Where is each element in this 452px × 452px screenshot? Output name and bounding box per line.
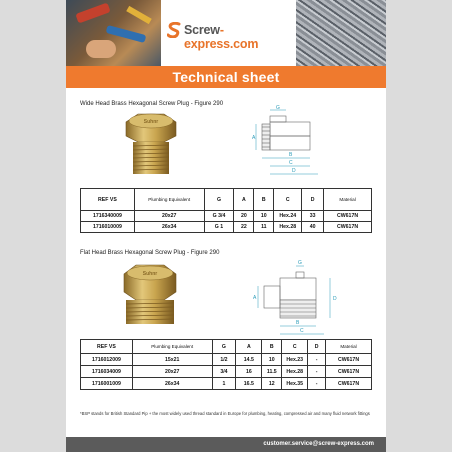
svg-text:G: G — [276, 105, 280, 111]
table-header-row: REF VS Plumbing Equivalent G A B C D Material — [81, 189, 372, 211]
svg-text:D: D — [333, 296, 337, 302]
svg-text:B: B — [296, 320, 300, 326]
workshop-photo — [66, 0, 161, 66]
svg-text:G: G — [298, 260, 302, 266]
header — [66, 0, 386, 66]
svg-text:B: B — [289, 152, 293, 158]
title-banner — [66, 66, 386, 88]
sheet-title: Technical sheet — [172, 69, 280, 85]
svg-text:C: C — [300, 328, 304, 334]
product2-spec-table — [80, 339, 372, 390]
footer-bar — [66, 437, 386, 452]
product1-spec-table — [80, 188, 372, 233]
footnote: *BSP stands for British Standard Pip + the most widely used thread standard in Europe for plumbing, heating, compressed air and many fluid network fittings — [80, 411, 370, 416]
table-row: 1716340009 20x27 G 3/4 20 10 Hex.24 33 CW617N — [81, 211, 372, 222]
table-row: 1716001009 26x34 1 16.5 12 Hex.35 - CW617N — [81, 378, 372, 390]
screw-logo-icon — [167, 22, 181, 38]
svg-text:D: D — [292, 168, 296, 174]
table-row: 1716012009 15x21 1/2 14.5 10 Hex.23 - CW617N — [81, 354, 372, 366]
product1-title: Wide Head Brass Hexagonal Screw Plug - Figure 290 — [80, 101, 224, 107]
table-row: 1716034009 20x27 3/4 16 11.5 Hex.28 - CW617N — [81, 366, 372, 378]
svg-text:A: A — [253, 295, 257, 301]
technical-sheet-page — [66, 0, 386, 452]
wide-head-plug-drawing — [234, 104, 354, 182]
product2-title: Flat Head Brass Hexagonal Screw Plug - Figure 290 — [80, 250, 220, 256]
svg-text:Suhnr: Suhnr — [143, 119, 159, 125]
table-row: 1716010009 26x34 G 1 22 11 Hex.28 40 CW617N — [81, 222, 372, 233]
brand-logo — [161, 0, 296, 66]
wide-head-plug-image — [120, 112, 182, 178]
brand-name: Screw-express.com — [184, 23, 259, 51]
flat-head-plug-drawing — [234, 256, 354, 340]
screws-photo — [296, 0, 386, 66]
table-header-row: REF VS Plumbing Equivalent G A B C D Material — [81, 340, 372, 354]
contact-email-link[interactable]: customer.service@screw-express.com — [263, 441, 374, 447]
flat-head-plug-image — [116, 262, 184, 326]
svg-text:Suhnr: Suhnr — [142, 271, 158, 277]
svg-text:A: A — [252, 135, 256, 141]
svg-text:C: C — [289, 160, 293, 166]
